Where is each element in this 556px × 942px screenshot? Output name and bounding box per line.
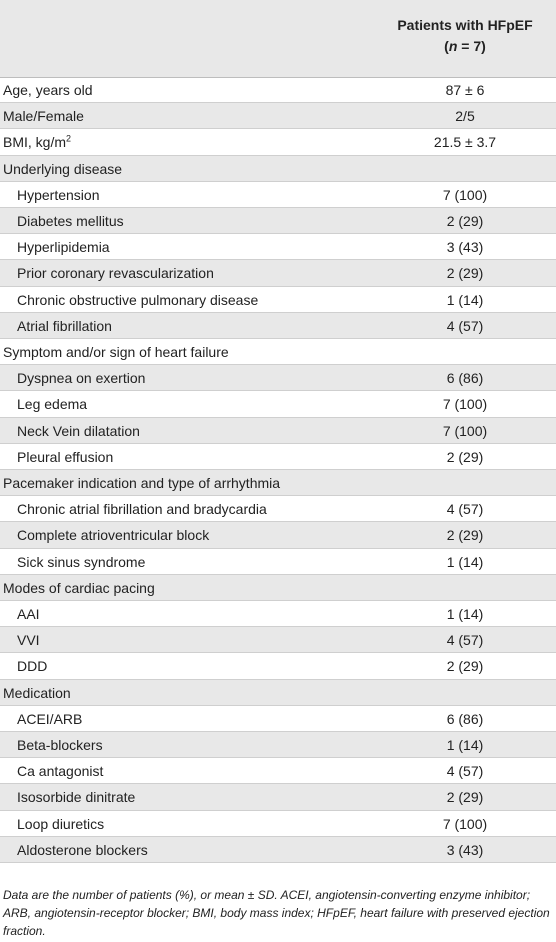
row-value: 7 (100) bbox=[442, 396, 488, 413]
table-row bbox=[0, 391, 556, 417]
row-label: VVI bbox=[17, 632, 40, 649]
table-row bbox=[0, 837, 556, 863]
row-label: Dyspnea on exertion bbox=[17, 370, 146, 387]
row-value: 1 (14) bbox=[446, 291, 484, 308]
table-row bbox=[0, 234, 556, 260]
row-label: Leg edema bbox=[17, 396, 88, 413]
row-label: Atrial fibrillation bbox=[17, 317, 112, 334]
section-label: Modes of cardiac pacing bbox=[3, 579, 155, 596]
table-row bbox=[0, 444, 556, 470]
row-value: 2/5 bbox=[455, 108, 475, 125]
row-label: Sick sinus syndrome bbox=[17, 553, 146, 570]
table-row bbox=[0, 103, 556, 129]
table-row bbox=[0, 208, 556, 234]
row-value: 2 (29) bbox=[446, 448, 484, 465]
row-value: 4 (57) bbox=[446, 501, 484, 518]
table-row bbox=[0, 522, 556, 548]
row-label: Aldosterone blockers bbox=[17, 841, 148, 858]
column-title: Patients with HFpEF bbox=[397, 17, 533, 33]
section-label: Medication bbox=[3, 684, 71, 701]
row-value: 6 (86) bbox=[446, 710, 484, 727]
row-label: AAI bbox=[17, 606, 40, 622]
section-label: BMI, $kg/m^2$ bbox=[3, 133, 72, 151]
row-value: 3 (43) bbox=[446, 841, 484, 858]
row-value bbox=[374, 339, 556, 365]
row-label: Hyperlipidemia bbox=[17, 239, 110, 256]
table-row bbox=[0, 182, 556, 208]
row-label: Chronic obstructive pulmonary disease bbox=[17, 291, 259, 308]
row-label: ACEI/ARB bbox=[17, 710, 83, 727]
table-row bbox=[0, 601, 556, 627]
table-row bbox=[0, 339, 556, 365]
row-value: 2 (29) bbox=[446, 527, 484, 544]
section-label: Pacemaker indication and type of arrhythmia bbox=[3, 475, 281, 491]
row-label: Isosorbide dinitrate bbox=[17, 789, 136, 806]
table-row bbox=[0, 77, 556, 103]
table-row bbox=[0, 784, 556, 810]
table-header bbox=[0, 0, 556, 78]
row-label: Diabetes mellitus bbox=[17, 213, 124, 229]
column-sample-size: (n = 7) bbox=[444, 38, 486, 54]
row-value: 7 (100) bbox=[442, 422, 488, 439]
section-label: Underlying disease bbox=[3, 160, 123, 177]
table-row bbox=[0, 758, 556, 784]
row-value: 4 (57) bbox=[446, 317, 484, 334]
table-row bbox=[0, 496, 556, 522]
table-row bbox=[0, 680, 556, 706]
table-row bbox=[0, 365, 556, 391]
row-value bbox=[374, 470, 556, 496]
section-label: Symptom and/or sign of heart failure bbox=[3, 344, 229, 360]
row-value: 2 (29) bbox=[446, 658, 484, 675]
row-value bbox=[374, 156, 556, 182]
row-value: 87 ± 6 bbox=[445, 82, 485, 98]
row-value: 6 (86) bbox=[446, 370, 484, 387]
table-row bbox=[0, 287, 556, 313]
row-label: Chronic atrial fibrillation and bradycardia bbox=[17, 501, 267, 518]
row-label: DDD bbox=[17, 658, 48, 675]
row-value: 3 (43) bbox=[446, 239, 484, 256]
row-value bbox=[374, 575, 556, 601]
table-row bbox=[0, 156, 556, 182]
table-row bbox=[0, 575, 556, 601]
row-label: Ca antagonist bbox=[17, 763, 104, 780]
table-row bbox=[0, 313, 556, 339]
row-value: 7 (100) bbox=[442, 815, 488, 832]
table-row bbox=[0, 549, 556, 575]
row-label: Neck Vein dilatation bbox=[17, 422, 140, 439]
row-label: Pleural effusion bbox=[17, 448, 114, 465]
table-row bbox=[0, 811, 556, 837]
row-label: Complete atrioventricular block bbox=[17, 527, 210, 544]
row-value bbox=[374, 680, 556, 706]
section-label: Male/Female bbox=[3, 108, 84, 125]
row-value: 1 (14) bbox=[446, 737, 484, 753]
table-row bbox=[0, 627, 556, 653]
row-value: 4 (57) bbox=[446, 763, 484, 780]
row-label: Hypertension bbox=[17, 186, 100, 203]
table-row bbox=[0, 653, 556, 679]
row-value: 21.5 ± 3.7 bbox=[433, 134, 497, 151]
row-value: 1 (14) bbox=[446, 553, 484, 570]
row-value: 2 (29) bbox=[446, 789, 484, 806]
table-row bbox=[0, 418, 556, 444]
row-value: 2 (29) bbox=[446, 265, 484, 282]
table-row bbox=[0, 706, 556, 732]
table-row bbox=[0, 129, 556, 155]
row-value: 4 (57) bbox=[446, 632, 484, 649]
row-value: 2 (29) bbox=[446, 213, 484, 229]
row-value: 1 (14) bbox=[446, 606, 484, 622]
table-row bbox=[0, 260, 556, 286]
table-footnote: Data are the number of patients (%), or mean ± SD. ACEI, angiotensin-converting enzyme inhibitor; ARB, angiotensin-receptor blocker; BMI, body mass index; HFpEF, heart failure with preserved ejection fraction. bbox=[3, 888, 550, 938]
table-row bbox=[0, 732, 556, 758]
row-label: Beta-blockers bbox=[17, 737, 103, 753]
section-label: Age, years old bbox=[3, 82, 93, 98]
table-row bbox=[0, 470, 556, 496]
row-label: Loop diuretics bbox=[17, 815, 105, 832]
row-value: 7 (100) bbox=[442, 186, 488, 203]
row-label: Prior coronary revascularization bbox=[17, 265, 214, 282]
